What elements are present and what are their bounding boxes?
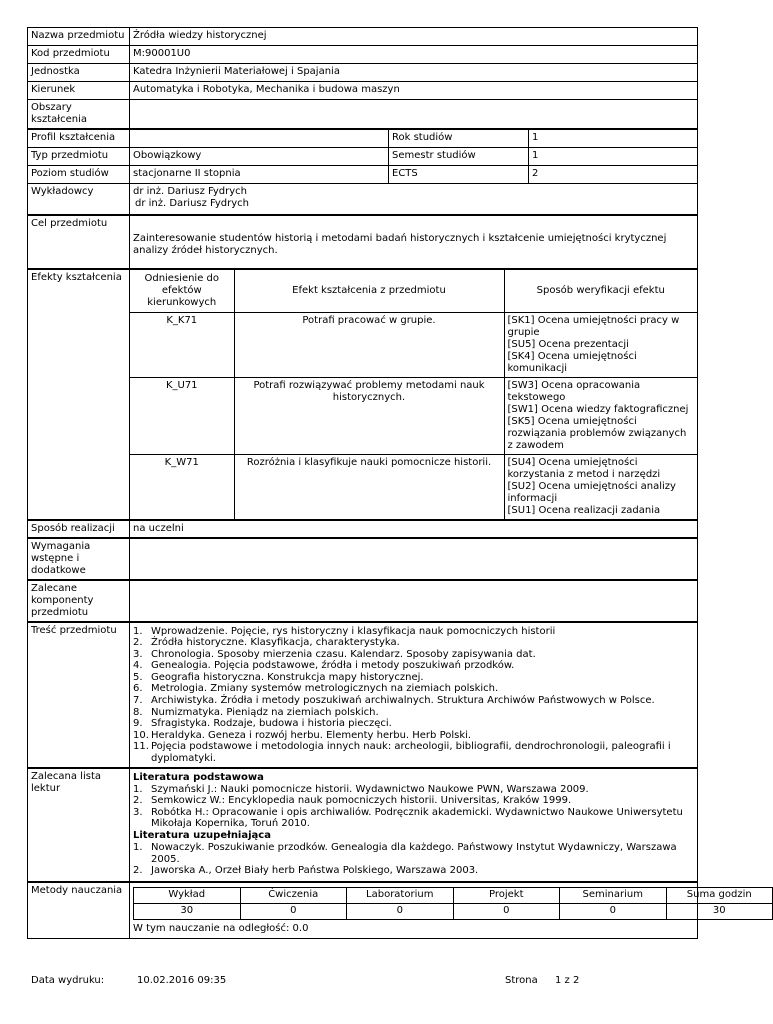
label-metody: Metody nauczania <box>28 882 130 939</box>
lektury-podstawowa-title: Literatura podstawowa <box>133 771 264 783</box>
list-item-number: 1. <box>133 625 143 637</box>
value-obszary <box>130 100 698 130</box>
lektury-uzupelniajaca-title: Literatura uzupełniająca <box>133 830 271 841</box>
list-item <box>133 795 694 807</box>
value-typ: Obowiązkowy <box>130 147 389 165</box>
page-label: Strona <box>505 975 538 986</box>
list-item <box>133 637 694 649</box>
value-sposob: na uczelni <box>130 520 698 538</box>
efekty-effect: Rozróżnia i klasyfikuje nauki pomocnicze historii. <box>234 454 504 519</box>
list-item-text: Numizmatyka. Pieniądz na ziemiach polskich. <box>151 706 379 718</box>
list-item <box>133 842 694 865</box>
verify-line: [SU4] Ocena umiejętności korzystania z metod i narzędzi <box>507 456 661 480</box>
label-wymagania: Wymagania wstępne i dodatkowe <box>28 538 130 580</box>
label-profil: Profil kształcenia <box>28 129 130 147</box>
efekty-effect: Potrafi rozwiązywać problemy metodami nauk historycznych. <box>234 377 504 454</box>
hours-header: Wykład <box>134 887 241 903</box>
print-date: 10.02.2016 09:35 <box>137 975 227 986</box>
list-item <box>133 683 694 695</box>
list-item-text: Pojęcia podstawowe i metodologia innych nauk: archeologii, bibliografii, dendrochronologii, paleografii i dyplomatyki. <box>151 741 671 765</box>
efekty-header-effect: Efekt kształcenia z przedmiotu <box>234 270 504 312</box>
list-item-text: Nowaczyk. Poszukiwanie przodków. Genealogia dla każdego. Państwowy Instytut Wydawniczy, Warszawa 2005. <box>151 842 677 865</box>
course-table <box>27 27 752 939</box>
list-item-number: 6. <box>133 683 143 695</box>
hours-table <box>133 887 773 920</box>
lektury-podstawowa-list <box>133 784 694 830</box>
list-item-text: Robótka H.: Opracowanie i opis archiwaliów. Podręcznik akademicki. Wydawnictwo Naukowe Uniwersytetu Mikołaja Kopernika, Toruń 2010. <box>151 806 683 830</box>
hours-header: Ćwiczenia <box>240 887 347 903</box>
verify-line: [SK1] Ocena umiejętności pracy w grupie <box>507 314 680 338</box>
list-item <box>133 784 694 796</box>
label-obszary: Obszary kształcenia <box>28 100 130 130</box>
label-tresc: Treść przedmiotu <box>28 622 130 768</box>
list-item-number: 2. <box>133 865 143 877</box>
list-item-number: 1. <box>133 783 143 795</box>
list-item-text: Jaworska A., Orzeł Biały herb Państwa Polskiego, Warszawa 2003. <box>151 865 479 877</box>
list-item <box>133 741 694 764</box>
lecturer-2: dr inż. Dariusz Fydrych <box>135 197 250 209</box>
list-item-text: Wprowadzenie. Pojęcie, rys historyczny i klasyfikacja nauk pomocniczych historii <box>151 625 556 637</box>
list-item <box>133 695 694 707</box>
list-item-number: 11. <box>133 741 149 753</box>
hours-header-row <box>134 887 773 903</box>
label-semestr: Semestr studiów <box>389 147 529 165</box>
list-item-number: 9. <box>133 718 143 730</box>
list-item <box>133 672 694 684</box>
value-profil <box>130 129 389 147</box>
hours-value: 0 <box>560 903 667 919</box>
list-item <box>133 707 694 719</box>
list-item-text: Metrologia. Zmiany systemów metrologicznych na ziemiach polskich. <box>151 683 499 695</box>
efekty-row <box>130 312 697 377</box>
value-poziom: stacjonarne II stopnia <box>130 165 389 183</box>
value-cel: Zainteresowanie studentów historią i metodami badań historycznych i kształcenie umiejętności krytycznej analizy źródeł historycznych. <box>130 215 698 269</box>
tresc-list <box>133 626 694 765</box>
label-wykladowcy: Wykładowcy <box>28 183 130 215</box>
list-item-text: Genealogia. Pojęcia podstawowe, źródła i metody poszukiwań przodków. <box>151 660 515 672</box>
list-item-text: Heraldyka. Geneza i rozwój herbu. Elementy herbu. Herb Polski. <box>151 729 472 741</box>
label-poziom: Poziom studiów <box>28 165 130 183</box>
label-sposob: Sposób realizacji <box>28 520 130 538</box>
value-rok: 1 <box>529 129 698 147</box>
list-item <box>133 865 694 877</box>
hours-value: 0 <box>240 903 347 919</box>
value-ects: 2 <box>529 165 698 183</box>
label-kod: Kod przedmiotu <box>28 46 130 64</box>
verify-line: [SU5] Ocena prezentacji <box>507 338 629 350</box>
tresc-cell <box>130 622 698 768</box>
efekty-verify <box>504 312 697 377</box>
value-zalecane <box>130 580 698 622</box>
list-item <box>133 660 694 672</box>
efekty-ref: K_U71 <box>130 377 234 454</box>
efekty-row <box>130 454 697 519</box>
label-nazwa: Nazwa przedmiotu <box>28 28 130 46</box>
list-item-text: Chronologia. Sposoby mierzenia czasu. Kalendarz. Sposoby zapisywania dat. <box>151 648 536 660</box>
list-item-text: Źródła historyczne. Klasyfikacja, charakterystyka. <box>151 637 400 649</box>
list-item <box>133 807 694 830</box>
value-wymagania <box>130 538 698 580</box>
hours-header: Suma godzin <box>666 887 773 903</box>
list-item-text: Sfragistyka. Rodzaje, budowa i historia pieczęci. <box>151 718 392 730</box>
remote-learning: W tym nauczanie na odległość: 0.0 <box>133 922 309 934</box>
hours-header: Seminarium <box>560 887 667 903</box>
label-efekty: Efekty kształcenia <box>28 269 130 520</box>
value-jednostka: Katedra Inżynierii Materiałowej i Spajania <box>130 64 698 82</box>
list-item-number: 1. <box>133 842 143 853</box>
list-item-text: Archiwistyka. Źródła i metody poszukiwań archiwalnych. Struktura Archiwów Państwowych w Polsce. <box>151 695 655 707</box>
hours-header: Laboratorium <box>347 887 454 903</box>
efekty-table <box>130 270 697 519</box>
list-item-number: 10. <box>133 729 149 741</box>
list-item-number: 5. <box>133 671 143 683</box>
value-kod: M:90001U0 <box>130 46 698 64</box>
list-item-number: 4. <box>133 660 143 672</box>
efekty-cell <box>130 269 698 520</box>
efekty-verify <box>504 454 697 519</box>
course-sheet <box>27 27 752 939</box>
verify-line: [SU1] Ocena realizacji zadania <box>507 504 661 516</box>
list-item <box>133 730 694 742</box>
hours-value: 0 <box>347 903 454 919</box>
list-item-text: Szymański J.: Nauki pomocnicze historii. Wydawnictwo Naukowe PWN, Warszawa 2009. <box>151 783 589 795</box>
lektury-cell <box>130 768 698 882</box>
list-item-number: 2. <box>133 637 143 649</box>
label-rok: Rok studiów <box>389 129 529 147</box>
efekty-header-row <box>130 270 697 312</box>
page-number: 1 z 2 <box>555 975 580 986</box>
metody-cell <box>130 882 752 939</box>
efekty-row <box>130 377 697 454</box>
efekty-header-ref: Odniesienie do efektów kierunkowych <box>130 270 234 312</box>
hours-value: 0 <box>453 903 560 919</box>
hours-value: 30 <box>134 903 241 919</box>
efekty-ref: K_K71 <box>130 312 234 377</box>
label-zalecane: Zalecane komponenty przedmiotu <box>28 580 130 622</box>
label-jednostka: Jednostka <box>28 64 130 82</box>
label-cel: Cel przedmiotu <box>28 215 130 269</box>
verify-line: [SK4] Ocena umiejętności komunikacji <box>507 350 637 374</box>
print-date-label: Data wydruku: <box>31 975 105 986</box>
label-kierunek: Kierunek <box>28 82 130 100</box>
list-item <box>133 626 694 638</box>
value-semestr: 1 <box>529 147 698 165</box>
list-item-number: 8. <box>133 706 143 718</box>
label-typ: Typ przedmiotu <box>28 147 130 165</box>
label-ects: ECTS <box>389 165 529 183</box>
verify-line: [SW1] Ocena wiedzy faktograficznej <box>507 403 689 415</box>
list-item <box>133 718 694 730</box>
hours-header: Projekt <box>453 887 560 903</box>
verify-line: [SK5] Ocena umiejętności rozwiązania problemów związanych z zawodem <box>507 415 687 451</box>
hours-value: 30 <box>666 903 773 919</box>
efekty-header-verify: Sposób weryfikacji efektu <box>504 270 697 312</box>
verify-line: [SU2] Ocena umiejętności analizy informacji <box>507 480 676 504</box>
lecturer-1: dr inż. Dariusz Fydrych <box>133 185 248 197</box>
list-item-number: 3. <box>133 806 143 818</box>
list-item <box>133 649 694 661</box>
value-nazwa: Źródła wiedzy historycznej <box>130 28 698 46</box>
value-wykladowcy <box>130 183 698 215</box>
verify-line: [SW3] Ocena opracowania tekstowego <box>507 379 641 403</box>
efekty-ref: K_W71 <box>164 456 199 468</box>
efekty-effect: Potrafi pracować w grupie. <box>234 312 504 377</box>
hours-value-row <box>134 903 773 919</box>
efekty-verify <box>504 377 697 454</box>
list-item-number: 7. <box>133 695 143 707</box>
list-item-number: 2. <box>133 795 143 807</box>
list-item-number: 3. <box>133 648 143 660</box>
value-kierunek: Automatyka i Robotyka, Mechanika i budowa maszyn <box>130 82 698 100</box>
lektury-uzupelniajaca-list <box>133 842 694 877</box>
label-lektury: Zalecana lista lektur <box>28 768 130 882</box>
list-item-text: Semkowicz W.: Encyklopedia nauk pomocniczych historii. Universitas, Kraków 1999. <box>151 795 572 807</box>
list-item-text: Geografia historyczna. Konstrukcja mapy historycznej. <box>151 671 424 683</box>
